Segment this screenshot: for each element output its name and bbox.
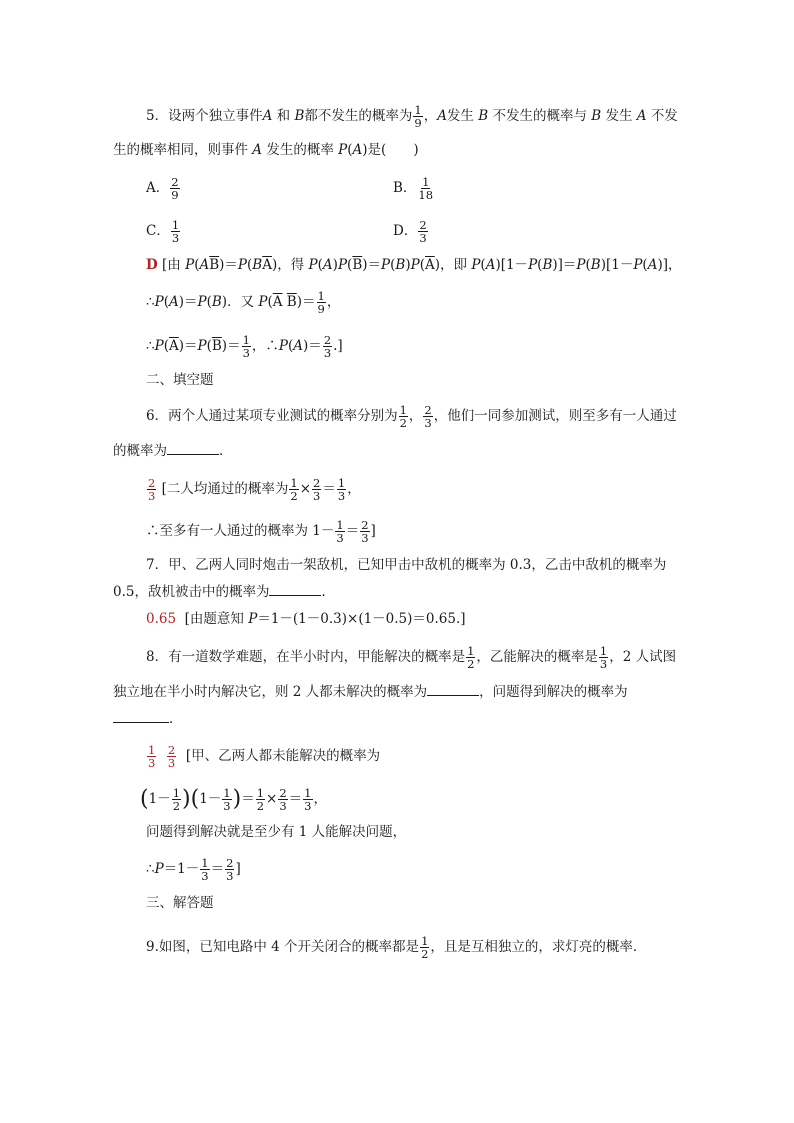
q8-solution-line3: 问题得到解决就是至少有 1 人能解决问题，: [146, 824, 407, 840]
q5-line2: 生的概率相同，则事件 A 发生的概率 P(A)是( ): [113, 142, 419, 158]
q5-line1: 5．设两个独立事件A 和 B都不发生的概率为 $\frac{1}{9}$ ，A发生 B 不发生的概率与 B 发生 A 不发: [146, 103, 678, 130]
q6-answer: $\frac{2}{3}$: [148, 476, 156, 503]
q8-line2: 独立地在半小时内解决它，则 2 人都未解决的概率为 ，问题得到解决的概率为: [113, 684, 628, 700]
q5-answer: D: [146, 257, 158, 273]
q8-line3: ．: [113, 709, 183, 729]
q5-option-d: D． $\frac{2}{3}$: [393, 218, 427, 245]
answer-blank: [167, 442, 219, 455]
section-title-solve: 三、解答题: [146, 895, 214, 911]
q5-solution-line2: ∴P(A)＝P(B)．又 $P(\overline{A}$ $\overline{B})=$ $\frac{1}{9}$ ，: [146, 289, 341, 316]
q8-solution-line1: $\frac{1}{3}$ $\frac{2}{3}$ [甲、乙两人都未能解决的概率为: [148, 743, 381, 770]
q6-solution-line1: $\frac{2}{3}$ [二人均通过的概率为 $\frac{1}{2}$ × $\frac{2}{3}$ ＝ $\frac{1}{3}$ ，: [148, 476, 361, 503]
q6-line2: 的概率为 ．: [113, 443, 233, 459]
q8-solution-line4: ∴P＝1－ $\frac{1}{3}$ ＝ $\frac{2}{3}$ ]: [146, 856, 241, 883]
q8-answer: $\frac{1}{3}$ $\frac{2}{3}$: [148, 743, 176, 770]
q5-option-c: C． $\frac{1}{3}$: [146, 218, 180, 245]
q9-line1: 9.如图，已知电路中 4 个开关闭合的概率都是 $\frac{1}{2}$ ，且是互相独立的，求灯亮的概率．: [146, 934, 647, 961]
q6-solution-line2: ∴至多有一人通过的概率为 1－ $\frac{1}{3}$ ＝ $\frac{2}{3}$ ]: [146, 518, 376, 545]
q6-line1: 6．两个人通过某项专业测试的概率分别为 $\frac{1}{2}$ ， $\frac{2}{3}$ ，他们一同参加测试，则至多有一人通过: [146, 403, 677, 430]
q5-solution-line3: $\therefore P(\overline{A})=P(\overline{B})=$ $\frac{1}{3}$ ，∴P(A)＝ $\frac{2}{3}$ .]: [146, 333, 343, 360]
q7-line2: 0.5，敌机被击中的概率为 ．: [113, 584, 335, 600]
answer-blank: [113, 710, 169, 723]
q8-solution-line2: (1－ $\frac{1}{2}$ )(1－ $\frac{1}{3}$ )＝ $\frac{1}{2}$ × $\frac{2}{3}$ ＝ $\frac{1}{3}$ ，: [140, 786, 327, 813]
fraction: $\frac{1}{9}$: [414, 103, 422, 130]
answer-blank: [269, 583, 321, 596]
q5-option-b: B． $\frac{1}{18}$: [393, 175, 434, 202]
q5-solution-line1: D [由 $P(A\overline{B})=P(B\overline{A})$，得 $P(A)P(\overline{B})=P(B)P(\overline{A})$，即 P(A)[1－P(B)]＝P(B)[1－P(A)]，: [146, 257, 682, 273]
q7-line1: 7．甲、乙两人同时炮击一架敌机，已知甲击中敌机的概率为 0.3，乙击中敌机的概率为: [146, 557, 667, 573]
q5-option-a: A． $\frac{2}{9}$: [146, 175, 179, 202]
answer-blank: [427, 683, 479, 696]
section-title-fill-blank: 二、填空题: [146, 372, 214, 388]
q7-answer: 0.65: [146, 611, 177, 627]
q8-line1: 8．有一道数学难题，在半小时内，甲能解决的概率是 $\frac{1}{2}$ ，乙能解决的概率是 $\frac{1}{3}$ ，2 人试图: [146, 644, 677, 671]
q7-solution: 0.65 [由题意知 P＝1－(1－0.3)×(1－0.5)＝0.65.]: [146, 611, 466, 627]
